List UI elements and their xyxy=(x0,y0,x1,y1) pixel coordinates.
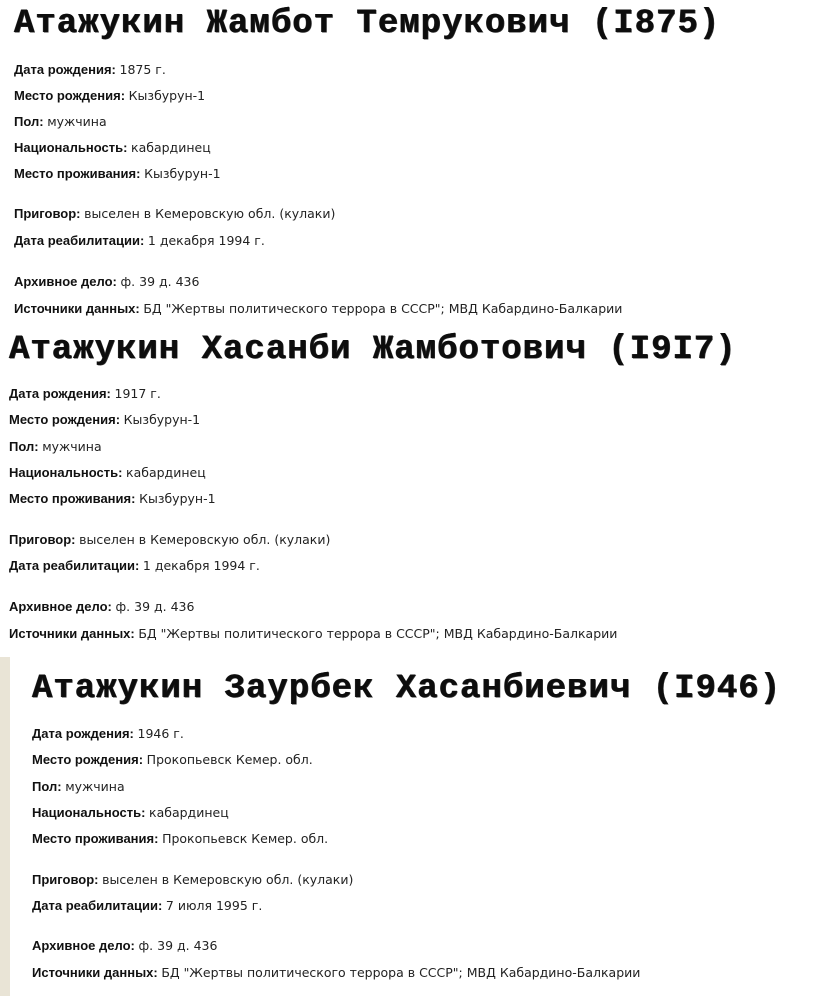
rehab-date-label: Дата реабилитации: xyxy=(32,898,163,913)
nationality-value: кабардинец xyxy=(131,140,211,155)
rehab-date-value: 1 декабря 1994 г. xyxy=(142,558,260,573)
nationality-field xyxy=(32,805,229,821)
residence-value: Прокопьевск Кемер. обл. xyxy=(162,831,329,846)
person-name-heading: Атажукин Жамбот Темрукович (I875) xyxy=(14,5,721,43)
sentence-field xyxy=(32,872,353,888)
sex-field xyxy=(9,439,102,455)
sex-value: мужчина xyxy=(47,114,107,129)
nationality-value: кабардинец xyxy=(126,465,206,480)
sex-label: Пол: xyxy=(9,439,39,454)
person-name-heading: Атажукин Хасанби Жамботович (I9I7) xyxy=(9,331,737,369)
archive-field xyxy=(32,938,217,954)
nationality-field xyxy=(14,140,211,156)
birth-place-value: Прокопьевск Кемер. обл. xyxy=(146,752,313,767)
residence-field xyxy=(32,831,328,847)
birth-date-label: Дата рождения: xyxy=(9,386,111,401)
sentence-field xyxy=(9,532,330,548)
person-record xyxy=(0,322,820,652)
sex-field xyxy=(32,779,125,795)
archive-field xyxy=(14,274,199,290)
archive-value: ф. 39 д. 436 xyxy=(138,938,218,953)
sentence-value: выселен в Кемеровскую обл. (кулаки) xyxy=(79,532,331,547)
nationality-label: Национальность: xyxy=(32,805,146,820)
left-accent-bar xyxy=(0,657,10,996)
sex-field xyxy=(14,114,107,130)
archive-field xyxy=(9,599,194,615)
sentence-label: Приговор: xyxy=(32,872,99,887)
sources-label: Источники данных: xyxy=(14,301,140,316)
archive-label: Архивное дело: xyxy=(9,599,112,614)
sources-value: БД "Жертвы политического террора в СССР"; МВД Кабардино-Балкарии xyxy=(143,301,623,316)
sources-label: Источники данных: xyxy=(9,626,135,641)
nationality-label: Национальность: xyxy=(14,140,128,155)
archive-label: Архивное дело: xyxy=(14,274,117,289)
birth-date-label: Дата рождения: xyxy=(32,726,134,741)
sources-value: БД "Жертвы политического террора в СССР"; МВД Кабардино-Балкарии xyxy=(161,965,641,980)
rehab-date-label: Дата реабилитации: xyxy=(14,233,145,248)
birth-date-field xyxy=(32,726,184,742)
person-record xyxy=(0,0,820,322)
birth-date-field xyxy=(9,386,161,402)
rehab-date-value: 1 декабря 1994 г. xyxy=(147,233,265,248)
rehab-date-field xyxy=(32,898,262,914)
sources-value: БД "Жертвы политического террора в СССР"; МВД Кабардино-Балкарии xyxy=(138,626,618,641)
sentence-field xyxy=(14,206,335,222)
birth-place-label: Место рождения: xyxy=(14,88,126,103)
birth-place-label: Место рождения: xyxy=(32,752,144,767)
archive-value: ф. 39 д. 436 xyxy=(120,274,200,289)
sex-label: Пол: xyxy=(14,114,44,129)
sentence-value: выселен в Кемеровскую обл. (кулаки) xyxy=(84,206,336,221)
residence-label: Место проживания: xyxy=(14,166,141,181)
residence-value: Кызбурун-1 xyxy=(139,491,216,506)
person-record xyxy=(0,657,820,996)
nationality-label: Национальность: xyxy=(9,465,123,480)
nationality-value: кабардинец xyxy=(149,805,229,820)
residence-label: Место проживания: xyxy=(9,491,136,506)
birth-date-value: 1917 г. xyxy=(114,386,161,401)
birth-date-value: 1946 г. xyxy=(137,726,184,741)
sources-field xyxy=(9,626,617,642)
sentence-value: выселен в Кемеровскую обл. (кулаки) xyxy=(102,872,354,887)
sentence-label: Приговор: xyxy=(14,206,81,221)
birth-place-field xyxy=(32,752,313,768)
sex-value: мужчина xyxy=(42,439,102,454)
birth-place-value: Кызбурун-1 xyxy=(123,412,201,427)
birth-place-value: Кызбурун-1 xyxy=(128,88,206,103)
sources-label: Источники данных: xyxy=(32,965,158,980)
residence-value: Кызбурун-1 xyxy=(144,166,221,181)
birth-date-field xyxy=(14,62,166,78)
sex-label: Пол: xyxy=(32,779,62,794)
rehab-date-field xyxy=(14,233,265,249)
nationality-field xyxy=(9,465,206,481)
residence-field xyxy=(14,166,221,182)
birth-place-field xyxy=(14,88,205,104)
rehab-date-field xyxy=(9,558,260,574)
birth-place-label: Место рождения: xyxy=(9,412,121,427)
sources-field xyxy=(14,301,622,317)
person-name-heading: Атажукин Заурбек Хасанбиевич (I946) xyxy=(32,670,782,708)
birth-date-value: 1875 г. xyxy=(119,62,166,77)
residence-field xyxy=(9,491,216,507)
sentence-label: Приговор: xyxy=(9,532,76,547)
rehab-date-label: Дата реабилитации: xyxy=(9,558,140,573)
sex-value: мужчина xyxy=(65,779,125,794)
rehab-date-value: 7 июля 1995 г. xyxy=(165,898,263,913)
archive-label: Архивное дело: xyxy=(32,938,135,953)
sources-field xyxy=(32,965,640,981)
birth-date-label: Дата рождения: xyxy=(14,62,116,77)
birth-place-field xyxy=(9,412,200,428)
residence-label: Место проживания: xyxy=(32,831,159,846)
archive-value: ф. 39 д. 436 xyxy=(115,599,195,614)
